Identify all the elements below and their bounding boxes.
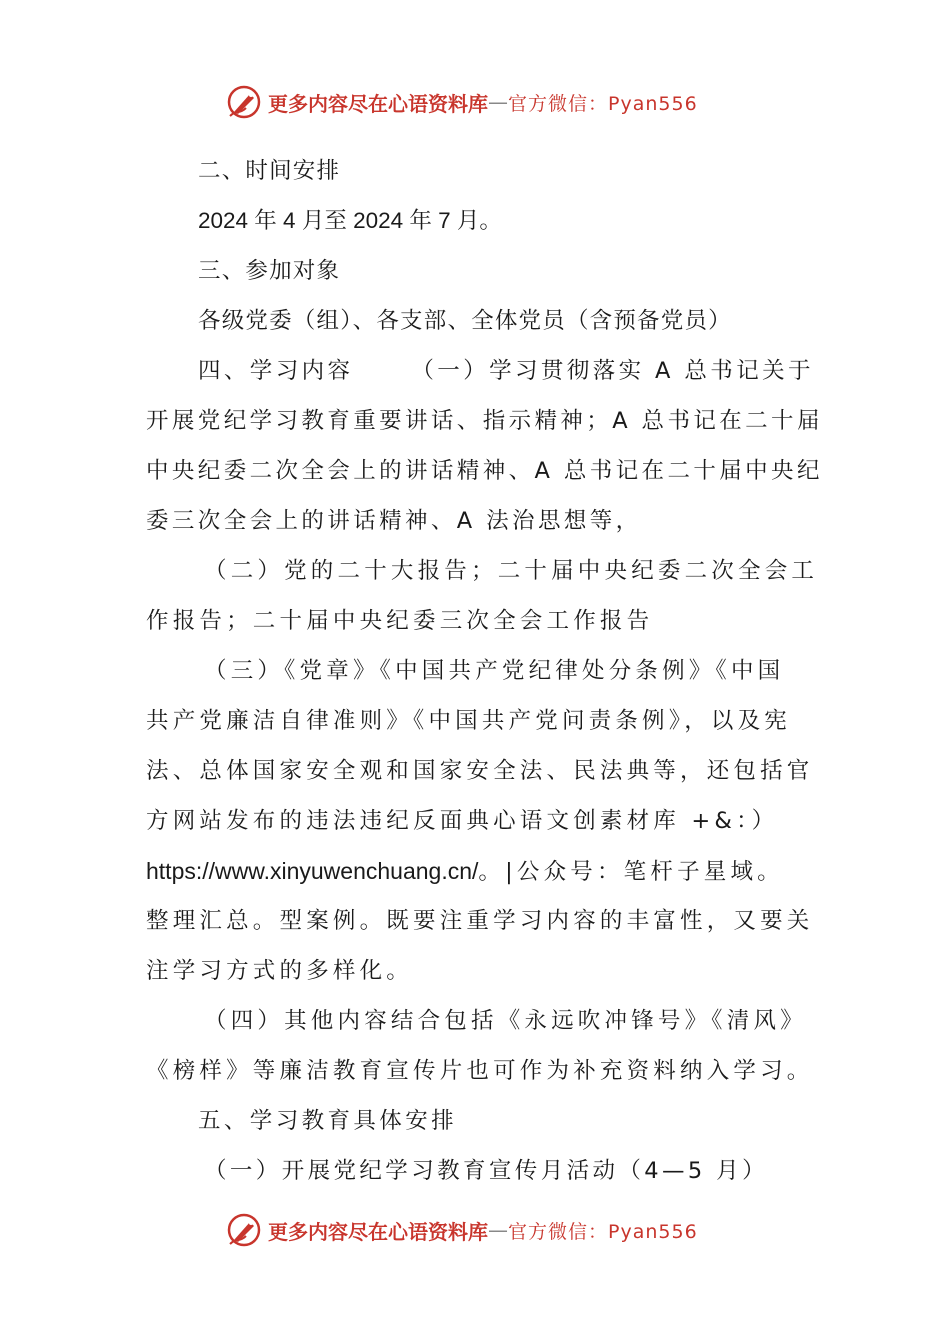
watermark-brand: 更多内容尽在心语资料库 — [268, 91, 488, 116]
section-heading-participants: 三、参加对象 — [198, 258, 341, 284]
section-heading-time: 二、时间安排 — [198, 158, 341, 184]
content-item-1-start: （一）学习贯彻落实 A 总书记关于 — [411, 358, 814, 384]
paragraph-line: 注学习方式的多样化。 — [146, 958, 414, 984]
watermark-dash: — — [488, 90, 508, 114]
section-heading-content — [146, 346, 814, 396]
time-range-text: 2024 年 4 月至 2024 年 7 月。 — [198, 208, 502, 233]
paragraph-item-4: （四）其他内容结合包括《永远吹冲锋号》《清风》 — [204, 1008, 807, 1034]
content-heading-label: 四、学习内容 — [198, 358, 354, 384]
paragraph-line: 委三次全会上的讲话精神、A 法治思想等， — [146, 508, 642, 534]
paragraph-link-line — [146, 846, 806, 896]
paragraph-participants: 各级党委（组）、各支部、全体党员（含预备党员） — [198, 308, 732, 334]
website-link[interactable]: https://www.xinyuwenchuang.cn/ — [146, 858, 479, 884]
paragraph-line: 《榜样》等廉洁教育宣传片也可作为补充资料纳入学习。 — [146, 1058, 814, 1084]
paragraph-line: 共产党廉洁自律准则》《中国共产党问责条例》，以及宪 — [146, 708, 792, 734]
paragraph-item-2: （二）党的二十大报告；二十届中央纪委二次全会工 — [204, 558, 819, 584]
paragraph-schedule-item-1: （一）开展党纪学习教育宣传月活动（4—5 月） — [204, 1158, 768, 1184]
document-body — [146, 146, 823, 1196]
pen-nib-logo-icon — [226, 84, 262, 120]
public-account-text: 。|公众号：笔杆子星域。 — [478, 859, 784, 885]
watermark-wechat: 官方微信：Pyan556 — [508, 92, 698, 115]
section-heading-schedule: 五、学习教育具体安排 — [198, 1108, 458, 1134]
watermark-dash: — — [488, 1218, 508, 1242]
paragraph-line: 作报告；二十届中央纪委三次全会工作报告 — [146, 608, 654, 634]
watermark-wechat: 官方微信：Pyan556 — [508, 1220, 698, 1243]
footer-watermark — [0, 1206, 950, 1254]
paragraph-line: 整理汇总。型案例。既要注重学习内容的丰富性，又要关 — [146, 908, 814, 934]
paragraph-line: 法、总体国家安全观和国家安全法、民法典等，还包括官 — [146, 758, 814, 784]
paragraph-line: 开展党纪学习教育重要讲话、指示精神；A 总书记在二十届 — [146, 408, 823, 434]
pen-nib-logo-icon — [226, 1212, 262, 1248]
paragraph-time — [146, 196, 806, 246]
header-watermark — [0, 78, 950, 126]
watermark-brand: 更多内容尽在心语资料库 — [268, 1219, 488, 1244]
paragraph-line: 方网站发布的违法违纪反面典心语文创素材库 +&：） — [146, 808, 779, 834]
paragraph-item-3: （三）《党章》《中国共产党纪律处分条例》《中国 — [204, 658, 785, 684]
paragraph-line: 中央纪委二次全会上的讲话精神、A 总书记在二十届中央纪 — [146, 458, 823, 484]
